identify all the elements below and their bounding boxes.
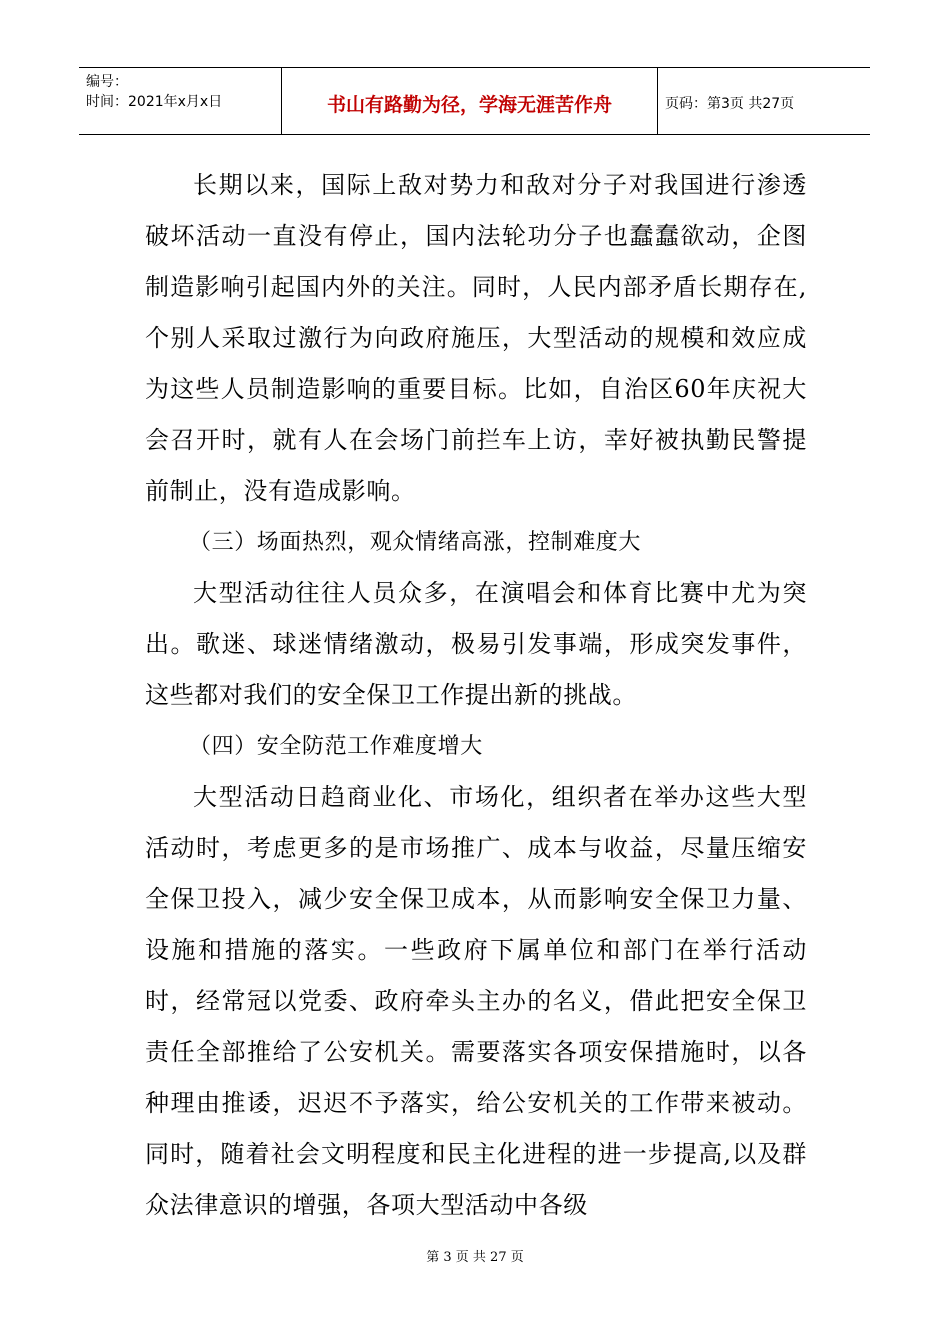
section-heading-3: （三）场面热烈，观众情绪高涨，控制难度大	[189, 530, 642, 555]
paragraph-3: 大型活动日趋商业化、市场化，组织者在举办这些大型活动时，考虑更多的是市场推广、成本与收益，尽量压缩安全保卫投入，减少安全保卫成本，从而影响安全保卫力量、设施和措施的落实。一些政府下属单位和部门在举行活动时，经常冠以党委、政府牵头主办的名义，借此把安全保卫责任全部推给了公安机关。需要落实各项安保措施时，以各种理由推诿，迟迟不予落实，给公安机关的工作带来被动。同时，随着社会文明程度和民主化进程的进一步提高,以及群众法律意识的增强，各项大型活动中各级	[145, 783, 807, 1219]
header-page-info: 页码：第3页 共27页	[665, 96, 795, 112]
document-time-label: 时间：2021年x月x日	[86, 94, 223, 110]
header-meta	[79, 68, 282, 134]
document-body	[145, 160, 807, 1231]
section-heading-4: （四）安全防范工作难度增大	[189, 734, 483, 759]
page-footer: 第 3 页 共 27 页	[426, 1250, 524, 1265]
header-motto: 书山有路勤为径，学海无涯苦作舟	[282, 68, 658, 134]
paragraph-1: 长期以来，国际上敌对势力和敌对分子对我国进行渗透破坏活动一直没有停止，国内法轮功分子也蠢蠢欲动，企图制造影响引起国内外的关注。同时，人民内部矛盾长期存在,个别人采取过激行为向政府施压，大型活动的规模和效应成为这些人员制造影响的重要目标。比如，自治区60年庆祝大会召开时，就有人在会场门前拦车上访，幸好被执勤民警提前制止，没有造成影响。	[145, 171, 807, 505]
document-number-label: 编号：	[86, 74, 128, 90]
paragraph-2: 大型活动往往人员众多，在演唱会和体育比赛中尤为突出。歌迷、球迷情绪激动，极易引发事端，形成突发事件，这些都对我们的安全保卫工作提出新的挑战。	[145, 579, 807, 709]
page-header	[79, 67, 870, 135]
